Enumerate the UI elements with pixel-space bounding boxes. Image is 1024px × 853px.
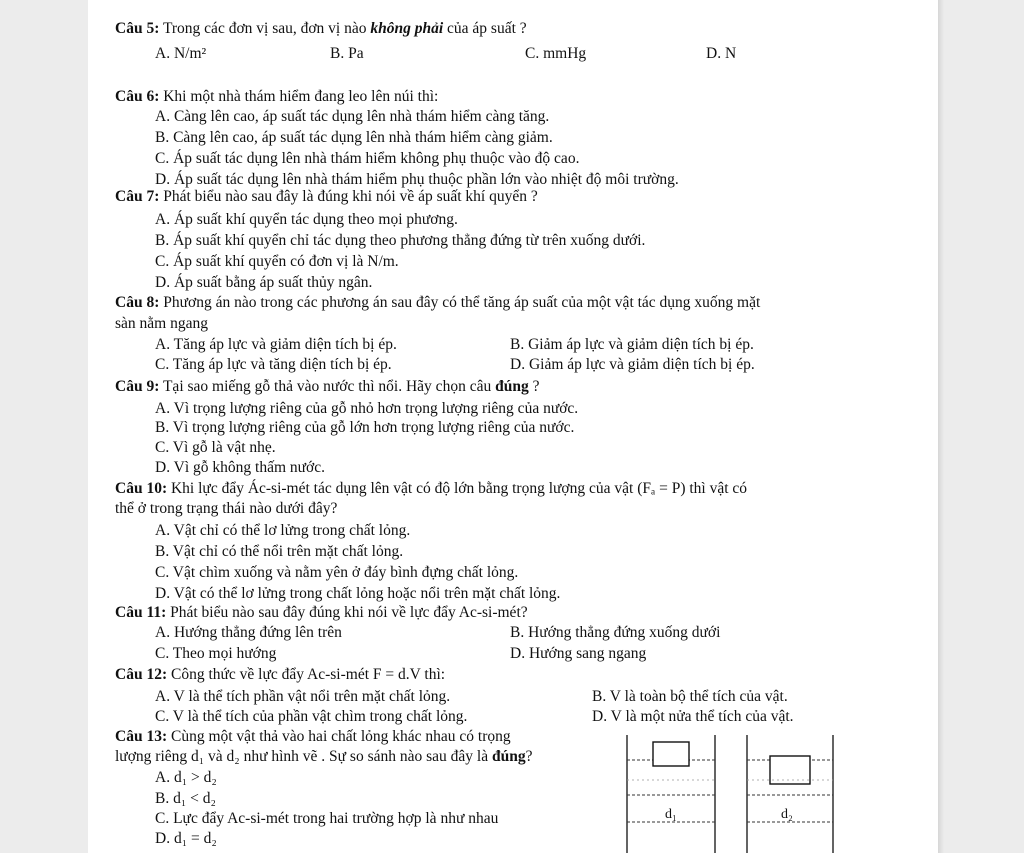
question-text-suffix: ? [525, 748, 533, 765]
question-emphasis: đúng [495, 378, 529, 395]
question-9 [115, 378, 539, 395]
q5-option-b: B. Pa [330, 45, 364, 62]
question-text-suffix: của áp suất ? [447, 20, 527, 37]
q5-option-d: D. N [706, 45, 737, 62]
question-text-suffix: ? [532, 378, 540, 395]
question-6 [115, 88, 438, 105]
container-2 [747, 735, 833, 853]
q9-option-b: B. Vì trọng lượng riêng của gỗ lớn hơn trọng lượng riêng của nước. [155, 419, 575, 436]
question-8 [115, 294, 760, 311]
question-label: Câu 13: [115, 728, 168, 745]
q7-option-c: C. Áp suất khí quyển có đơn vị là N/m. [155, 253, 399, 270]
question-text: Trong các đơn vị sau, đơn vị nào [162, 20, 367, 37]
question-text: lượng riêng d₁ và d₂ như hình vẽ . Sự so sánh nào sau đây là [115, 748, 489, 765]
question-8-cont: sàn nằm ngang [115, 315, 208, 332]
question-10 [115, 480, 747, 497]
q10-option-b: B. Vật chỉ có thể nổi trên mặt chất lỏng. [155, 543, 404, 560]
question-label: Câu 8: [115, 294, 160, 311]
label-d2: d₂ [781, 807, 793, 822]
q9-option-a: A. Vì trọng lượng riêng của gỗ nhỏ hơn trọng lượng riêng của nước. [155, 400, 579, 417]
q10-option-d: D. Vật có thể lơ lửng trong chất lỏng hoặc nổi trên mặt chất lỏng. [155, 585, 561, 602]
question-label: Câu 12: [115, 666, 168, 683]
q13-option-c: C. Lực đẩy Ac-si-mét trong hai trường hợp là như nhau [155, 810, 499, 827]
question-label: Câu 7: [115, 188, 160, 205]
question-emphasis: đúng [491, 748, 526, 765]
container-1 [627, 735, 715, 853]
q7-option-a: A. Áp suất khí quyển tác dụng theo mọi phương. [155, 211, 458, 228]
q11-option-c: C. Theo mọi hướng [155, 645, 277, 662]
q7-option-d: D. Áp suất bằng áp suất thủy ngân. [155, 274, 373, 291]
q12-option-a: A. V là thể tích phần vật nổi trên mặt chất lỏng. [155, 688, 451, 705]
question-text: Cùng một vật thả vào hai chất lỏng khác nhau có trọng [170, 728, 511, 745]
q5-option-a: A. N/m² [155, 45, 207, 62]
q11-option-d: D. Hướng sang ngang [510, 645, 647, 662]
question-text: Phương án nào trong các phương án sau đây có thể tăng áp suất của một vật tác dụng xuống mặt [163, 294, 761, 311]
question-text: Tại sao miếng gỗ thả vào nước thì nổi. Hãy chọn câu [162, 378, 492, 395]
q13-option-a: A. d₁ > d₂ [155, 769, 217, 786]
q7-option-b: B. Áp suất khí quyển chỉ tác dụng theo phương thẳng đứng từ trên xuống dưới. [155, 232, 646, 249]
question-label: Câu 6: [115, 88, 160, 105]
q10-option-a: A. Vật chỉ có thể lơ lửng trong chất lỏng. [155, 522, 411, 539]
label-d1: d₁ [665, 807, 677, 822]
q5-option-c: C. mmHg [525, 45, 587, 62]
q13-option-b: B. d₁ < d₂ [155, 790, 216, 807]
q12-option-b: B. V là toàn bộ thể tích của vật. [592, 688, 788, 705]
question-label: Câu 9: [115, 378, 160, 395]
q12-option-c: C. V là thể tích của phần vật chìm trong chất lỏng. [155, 708, 468, 725]
q6-option-a: A. Càng lên cao, áp suất tác dụng lên nhà thám hiểm càng tăng. [155, 108, 550, 125]
q13-option-d: D. d₁ = d₂ [155, 830, 217, 847]
question-5 [115, 20, 527, 37]
q8-option-d: D. Giảm áp lực và giảm diện tích bị ép. [510, 356, 755, 373]
q8-option-b: B. Giảm áp lực và giảm diện tích bị ép. [510, 336, 754, 353]
q10-option-c: C. Vật chìm xuống và nằm yên ở đáy bình đựng chất lỏng. [155, 564, 519, 581]
q6-option-b: B. Càng lên cao, áp suất tác dụng lên nhà thám hiểm càng giảm. [155, 129, 553, 146]
question-label: Câu 5: [115, 20, 160, 37]
q12-option-d: D. V là một nửa thể tích của vật. [592, 708, 794, 725]
q9-option-c: C. Vì gỗ là vật nhẹ. [155, 439, 276, 456]
question-text: Khi một nhà thám hiểm đang leo lên núi thì: [163, 88, 439, 105]
page-shadow [938, 0, 944, 853]
question-13 [115, 728, 511, 745]
q9-option-d: D. Vì gỗ không thấm nước. [155, 459, 326, 476]
q11-option-a: A. Hướng thẳng đứng lên trên [155, 624, 342, 641]
question-12 [115, 666, 445, 683]
question-label: Câu 10: [115, 480, 168, 497]
q8-option-a: A. Tăng áp lực và giảm diện tích bị ép. [155, 336, 397, 353]
q11-option-b: B. Hướng thẳng đứng xuống dưới [510, 624, 721, 641]
q13-figure [615, 730, 845, 853]
q8-option-c: C. Tăng áp lực và tăng diện tích bị ép. [155, 356, 392, 373]
question-label: Câu 11: [115, 604, 167, 621]
question-11 [115, 604, 528, 621]
floating-block-1 [653, 742, 689, 766]
question-text: Khi lực đẩy Ác-si-mét tác dụng lên vật có độ lớn bằng trọng lượng của vật (Fₐ = P) thì vật có [170, 480, 748, 497]
question-10-cont: thể ở trong trạng thái nào dưới đây? [115, 500, 338, 517]
question-text: Phát biểu nào sau đây đúng khi nói về lực đẩy Ac-si-mét? [170, 604, 528, 621]
q6-option-c: C. Áp suất tác dụng lên nhà thám hiểm không phụ thuộc vào độ cao. [155, 150, 580, 167]
question-13-cont [115, 748, 533, 765]
question-text: Phát biểu nào sau đây là đúng khi nói về áp suất khí quyển ? [163, 188, 538, 205]
q6-option-d: D. Áp suất tác dụng lên nhà thám hiểm phụ thuộc phần lớn vào nhiệt độ môi trường. [155, 171, 679, 188]
question-7 [115, 188, 538, 205]
question-text: Công thức về lực đẩy Ac-si-mét F = d.V thì: [170, 666, 446, 683]
question-emphasis: không phải [370, 20, 444, 37]
